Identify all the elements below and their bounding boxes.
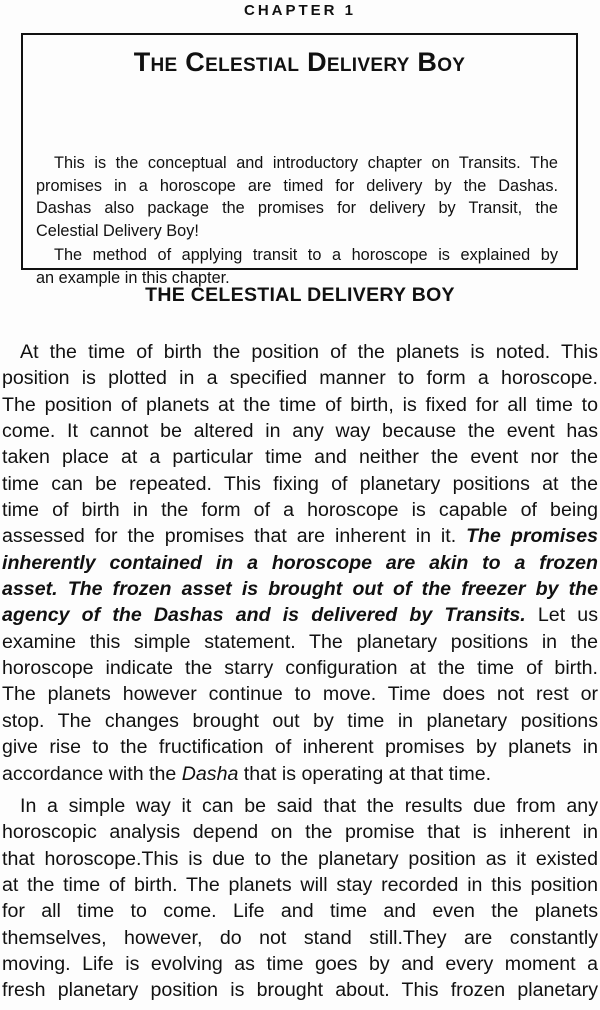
text-line	[2, 793, 598, 819]
chapter-label: CHAPTER 1	[243, 2, 356, 19]
text-segment: Let us	[525, 604, 598, 627]
chapter-summary-box	[21, 33, 578, 287]
text-line	[2, 819, 598, 845]
text-line	[36, 197, 558, 220]
text-segment: give rise to the fructification of inherent promises by planets in	[2, 736, 598, 759]
text-line	[36, 175, 558, 198]
text-line	[2, 655, 598, 681]
text-segment: promises in a horoscope are timed for delivery by the Dashas.	[36, 176, 558, 195]
text-segment: Celestial Delivery Boy!	[36, 221, 199, 240]
text-line	[2, 681, 598, 707]
text-segment: horoscope indicate the starry configuration at the time of birth.	[2, 657, 598, 680]
text-line	[2, 471, 598, 497]
text-segment: examine this simple statement. The planetary positions in the	[2, 630, 598, 653]
text-line	[2, 629, 598, 655]
text-line	[2, 977, 598, 1003]
emphasis-text: asset. The frozen asset is brought out of the freezer by the	[2, 578, 598, 601]
text-segment: This is the conceptual and introductory chapter on Transits. The	[54, 154, 558, 172]
text-segment: The method of applying transit to a horoscope is explained by	[54, 246, 558, 264]
text-segment: Dashas also package the promises for delivery by Transit, the	[36, 199, 558, 217]
text-segment: that is operating at that time.	[238, 762, 492, 785]
emphasis-text: inherently contained in a horoscope are akin to a frozen	[2, 551, 598, 574]
text-line	[36, 244, 558, 267]
text-segment: an example in this chapter.	[36, 268, 230, 287]
text-segment: fresh planetary position is brought about. This frozen planetary	[2, 979, 598, 1002]
emphasis-text: agency of the Dashas and is delivered by Transits.	[2, 604, 526, 627]
text-line	[2, 925, 598, 951]
text-segment: themselves, however, do not stand still.They are constantly	[2, 926, 598, 949]
text-line	[2, 761, 598, 787]
text-segment: assessed for the promises that are inherent in it.	[2, 525, 467, 548]
text-segment: come. It cannot be altered in any way because the event has	[2, 420, 598, 443]
text-segment: time of birth in the form of a horoscope is capable of being	[2, 499, 598, 522]
text-line	[2, 576, 598, 602]
text-line	[36, 152, 558, 175]
text-line	[2, 444, 598, 470]
text-segment: position is plotted in a specified manner to form a horoscope.	[2, 367, 598, 390]
text-segment: At the time of birth the position of the planets is noted. This	[20, 341, 598, 363]
text-segment: accordance with the	[2, 762, 182, 785]
paragraph	[36, 152, 558, 242]
section-heading: THE CELESTIAL DELIVERY BOY	[145, 284, 455, 306]
text-line	[2, 550, 598, 576]
text-segment: moving. Life is evolving as time goes by and every moment a	[2, 952, 598, 975]
text-line	[2, 898, 598, 924]
text-line	[36, 220, 558, 243]
text-line	[2, 602, 598, 628]
paragraph	[2, 793, 598, 1004]
text-segment: taken place at a particular time and neither the event nor the	[2, 446, 598, 469]
text-segment: stop. The changes brought out by time in planetary positions	[2, 709, 598, 732]
text-segment: time can be repeated. This fixing of planetary positions at the	[2, 472, 598, 495]
paragraph	[36, 244, 558, 289]
text-segment: for all time to come. Life and time and even the planets	[2, 900, 598, 923]
text-line	[2, 872, 598, 898]
text-line	[2, 365, 598, 391]
text-segment: The position of planets at the time of birth, is fixed for all time to	[2, 393, 598, 416]
text-line	[2, 708, 598, 734]
text-line	[2, 734, 598, 760]
text-segment: The planets however continue to move. Time does not rest or	[2, 683, 598, 706]
text-segment: that horoscope.This is due to the planetary position as it existed	[2, 847, 598, 870]
text-line	[2, 418, 598, 444]
emphasis-text: The promises	[466, 525, 598, 548]
text-line	[2, 497, 598, 523]
text-line	[2, 523, 598, 549]
text-line	[2, 951, 598, 977]
text-line	[2, 392, 598, 418]
italic-term: Dasha	[181, 762, 239, 785]
text-segment: horoscopic analysis depend on the promise that is inherent in	[2, 821, 598, 844]
text-segment: at the time of birth. The planets will stay recorded in this position	[2, 873, 598, 896]
body-text	[2, 339, 598, 1010]
chapter-title: The Celestial Delivery Boy	[133, 47, 466, 77]
paragraph	[2, 339, 598, 787]
chapter-summary	[36, 152, 558, 291]
text-line	[2, 339, 598, 365]
text-segment: In a simple way it can be said that the results due from any	[20, 794, 598, 817]
text-line	[2, 846, 598, 872]
